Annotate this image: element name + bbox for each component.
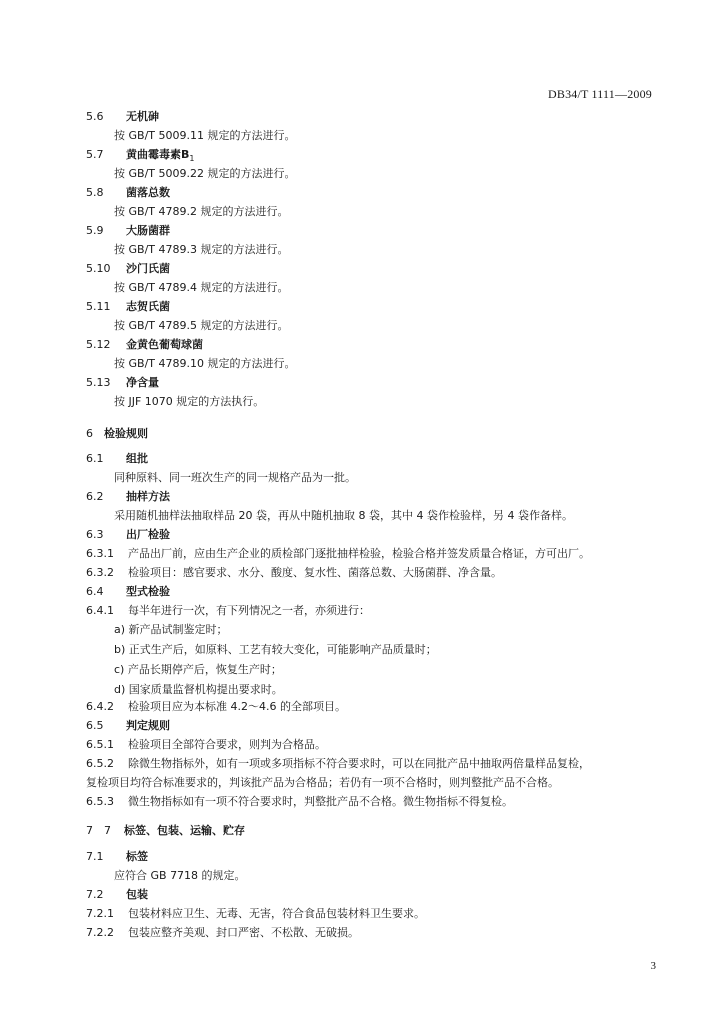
clause-6-3-2 xyxy=(86,566,502,580)
clause-6-5-2-continued: 复检项目均符合标准要求的，判该批产品为合格品；若仍有一项不合格时，则判整批产品不合格。 xyxy=(86,776,559,789)
list-item: a) 新产品试制鉴定时； xyxy=(114,623,228,636)
clause-text: 除微生物指标外，如有一项或多项指标不符合要求时，可以在同批产品中抽取两倍量样品复检， xyxy=(128,757,590,770)
section-heading-5-8 xyxy=(86,186,170,200)
page-number: 3 xyxy=(650,960,656,972)
clause-number: 6.5.3 xyxy=(86,795,114,808)
section-body-5-6: 按 GB/T 5009.11 规定的方法进行。 xyxy=(114,129,296,142)
clause-6-4-1 xyxy=(86,604,370,618)
section-title: 出厂检验 xyxy=(126,528,170,541)
section-number: 6.5 xyxy=(86,719,104,732)
chapter-number: 7 xyxy=(86,824,93,837)
section-body-5-9: 按 GB/T 4789.3 规定的方法进行。 xyxy=(114,243,289,256)
section-title: 抽样方法 xyxy=(126,490,170,503)
section-heading-6-4 xyxy=(86,585,170,599)
section-title: 无机砷 xyxy=(126,110,159,123)
section-heading-5-7 xyxy=(86,148,194,166)
section-title: 菌落总数 xyxy=(126,186,170,199)
section-title: 黄曲霉毒素B xyxy=(126,148,190,161)
section-number: 6.2 xyxy=(86,490,104,503)
section-title: 型式检验 xyxy=(126,585,170,598)
clause-6-5-3 xyxy=(86,795,513,809)
section-heading-5-11 xyxy=(86,300,170,314)
section-body-5-12: 按 GB/T 4789.10 规定的方法进行。 xyxy=(114,357,296,370)
section-title-subscript: 1 xyxy=(189,154,195,164)
clause-text: 微生物指标如有一项不符合要求时，判整批产品不合格。微生物指标不得复检。 xyxy=(128,795,513,808)
section-number: 6.4 xyxy=(86,585,104,598)
clause-number: 6.5.1 xyxy=(86,738,114,751)
section-heading-6-2 xyxy=(86,490,170,504)
section-number: 5.11 xyxy=(86,300,111,313)
clause-number: 6.3.1 xyxy=(86,547,114,560)
clause-number: 6.3.2 xyxy=(86,566,114,579)
section-number: 5.9 xyxy=(86,224,104,237)
section-title: 组批 xyxy=(126,452,148,465)
clause-number: 6.5.2 xyxy=(86,757,114,770)
section-number: 5.6 xyxy=(86,110,104,123)
chapter-number-repeat: 7 xyxy=(104,824,111,837)
section-number: 5.12 xyxy=(86,338,111,351)
chapter-title: 标签、包装、运输、贮存 xyxy=(124,824,245,837)
section-title: 包装 xyxy=(126,888,148,901)
section-heading-6-1 xyxy=(86,452,148,466)
section-title: 志贺氏菌 xyxy=(126,300,170,313)
section-heading-5-9 xyxy=(86,224,170,238)
section-title: 大肠菌群 xyxy=(126,224,170,237)
clause-text: 产品出厂前，应由生产企业的质检部门逐批抽样检验，检验合格并签发质量合格证，方可出厂。 xyxy=(128,547,590,560)
document-code-header: DB34/T 1111—2009 xyxy=(548,87,652,101)
section-heading-5-12 xyxy=(86,338,203,352)
section-heading-6-3 xyxy=(86,528,170,542)
section-number: 5.8 xyxy=(86,186,104,199)
section-number: 6.1 xyxy=(86,452,104,465)
section-title: 沙门氏菌 xyxy=(126,262,170,275)
chapter-heading-7 xyxy=(86,824,245,838)
section-heading-7-1 xyxy=(86,850,148,864)
section-number: 5.13 xyxy=(86,376,111,389)
chapter-number: 6 xyxy=(86,427,93,440)
clause-6-5-2 xyxy=(86,757,590,771)
section-heading-7-2 xyxy=(86,888,148,902)
section-body-6-2: 采用随机抽样法抽取样品 20 袋，再从中随机抽取 8 袋，其中 4 袋作检验样，另 4 袋作备样。 xyxy=(114,509,573,522)
clause-6-3-1 xyxy=(86,547,590,561)
clause-text: 检验项目全部符合要求，则判为合格品。 xyxy=(128,738,326,751)
clause-number: 6.4.2 xyxy=(86,700,114,713)
clause-6-4-2 xyxy=(86,700,346,714)
clause-7-2-1 xyxy=(86,907,425,921)
list-item: c) 产品长期停产后，恢复生产时； xyxy=(114,663,282,676)
clause-7-2-2 xyxy=(86,926,359,940)
list-item: b) 正式生产后，如原料、工艺有较大变化，可能影响产品质量时； xyxy=(114,643,437,656)
section-heading-6-5 xyxy=(86,719,170,733)
section-number: 7.2 xyxy=(86,888,104,901)
section-title: 净含量 xyxy=(126,376,159,389)
clause-text: 每半年进行一次，有下列情况之一者，亦须进行： xyxy=(128,604,370,617)
section-title: 金黄色葡萄球菌 xyxy=(126,338,203,351)
section-body-6-1: 同种原料、同一班次生产的同一规格产品为一批。 xyxy=(114,471,356,484)
section-body-5-13: 按 JJF 1070 规定的方法执行。 xyxy=(114,395,265,408)
clause-text: 包装材料应卫生、无毒、无害，符合食品包装材料卫生要求。 xyxy=(128,907,425,920)
section-number: 5.7 xyxy=(86,148,104,161)
section-body-5-7: 按 GB/T 5009.22 规定的方法进行。 xyxy=(114,167,296,180)
clause-number: 7.2.1 xyxy=(86,907,114,920)
section-body-5-8: 按 GB/T 4789.2 规定的方法进行。 xyxy=(114,205,289,218)
section-title: 标签 xyxy=(126,850,148,863)
section-number: 7.1 xyxy=(86,850,104,863)
clause-text: 检验项目应为本标准 4.2～4.6 的全部项目。 xyxy=(128,700,346,713)
section-heading-5-13 xyxy=(86,376,159,390)
clause-number: 6.4.1 xyxy=(86,604,114,617)
clause-6-5-1 xyxy=(86,738,326,752)
chapter-heading-6 xyxy=(86,427,148,441)
chapter-title: 检验规则 xyxy=(104,427,148,440)
clause-text: 包装应整齐美观、封口严密、不松散、无破损。 xyxy=(128,926,359,939)
section-heading-5-6 xyxy=(86,110,159,124)
section-heading-5-10 xyxy=(86,262,170,276)
section-body-7-1: 应符合 GB 7718 的规定。 xyxy=(114,869,246,882)
section-body-5-11: 按 GB/T 4789.5 规定的方法进行。 xyxy=(114,319,289,332)
clause-text: 检验项目：感官要求、水分、酸度、复水性、菌落总数、大肠菌群、净含量。 xyxy=(128,566,502,579)
section-number: 5.10 xyxy=(86,262,111,275)
section-body-5-10: 按 GB/T 4789.4 规定的方法进行。 xyxy=(114,281,289,294)
section-title: 判定规则 xyxy=(126,719,170,732)
section-number: 6.3 xyxy=(86,528,104,541)
clause-number: 7.2.2 xyxy=(86,926,114,939)
list-item: d) 国家质量监督机构提出要求时。 xyxy=(114,683,283,696)
